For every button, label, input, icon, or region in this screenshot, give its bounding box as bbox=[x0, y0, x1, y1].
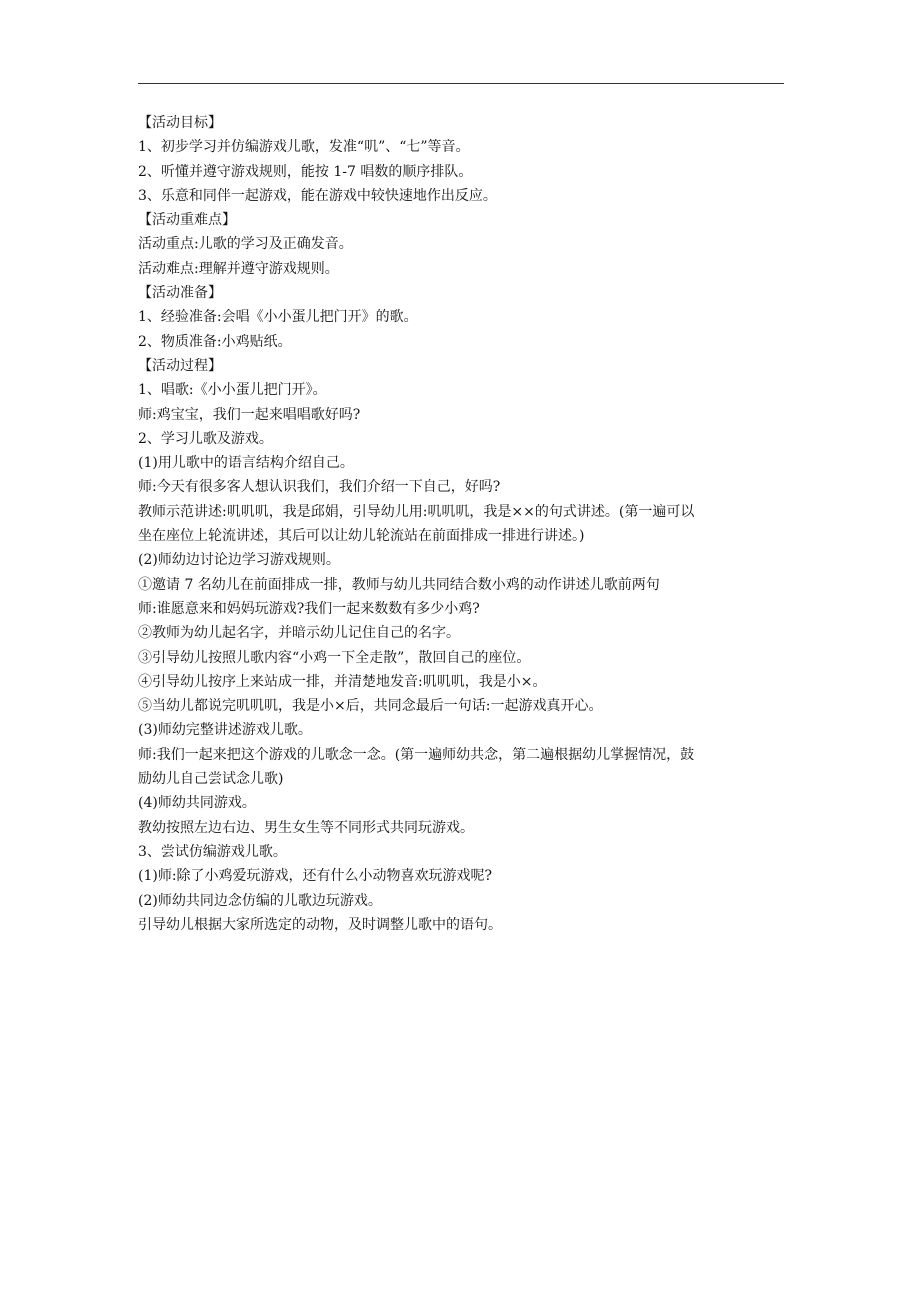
text-line: 【活动过程】 bbox=[138, 357, 222, 374]
document-body bbox=[138, 111, 788, 937]
text-line: (1)用儿歌中的语言结构介绍自己。 bbox=[138, 455, 354, 472]
text-line: 3、乐意和同伴一起游戏，能在游戏中较快速地作出反应。 bbox=[138, 187, 497, 204]
text-line: 【活动准备】 bbox=[138, 285, 222, 302]
text-line: ⑤当幼儿都说完叽叽叽，我是小×后，共同念最后一句话:一起游戏真开心。 bbox=[138, 698, 603, 715]
text-line: 教师示范讲述:叽叽叽，我是邱娟，引导幼儿用:叽叽叽，我是××的句式讲述。(第一遍可以 bbox=[138, 503, 695, 520]
text-line: ④引导幼儿按序上来站成一排，并清楚地发音:叽叽叽，我是小×。 bbox=[138, 673, 547, 690]
text-line: 活动难点:理解并遵守游戏规则。 bbox=[138, 260, 339, 277]
text-line: 【活动目标】 bbox=[138, 115, 222, 131]
text-line: 2、学习儿歌及游戏。 bbox=[138, 430, 273, 447]
text-line: 师:谁愿意来和妈妈玩游戏?我们一起来数数有多少小鸡? bbox=[138, 600, 480, 617]
header-rule bbox=[138, 83, 784, 84]
text-line: (3)师幼完整讲述游戏儿歌。 bbox=[138, 722, 312, 739]
text-line: 2、听懂并遵守游戏规则，能按 1-7 唱数的顺序排队。 bbox=[138, 163, 473, 180]
text-line: (1)师:除了小鸡爱玩游戏，还有什么小动物喜欢玩游戏呢? bbox=[138, 868, 493, 885]
text-line: 2、物质准备:小鸡贴纸。 bbox=[138, 333, 292, 350]
text-line: (2)师幼共同边念仿编的儿歌边玩游戏。 bbox=[138, 892, 382, 909]
text-line: 励幼儿自己尝试念儿歌) bbox=[138, 771, 284, 788]
text-line: (4)师幼共同游戏。 bbox=[138, 795, 256, 812]
text-line: 师:我们一起来把这个游戏的儿歌念一念。(第一遍师幼共念，第二遍根据幼儿掌握情况，鼓 bbox=[138, 746, 695, 763]
text-line: ①邀请 7 名幼儿在前面排成一排，教师与幼儿共同结合数小鸡的动作讲述儿歌前两句 bbox=[138, 576, 660, 593]
text-line: 3、尝试仿编游戏儿歌。 bbox=[138, 843, 287, 860]
text-line: 引导幼儿根据大家所选定的动物，及时调整儿歌中的语句。 bbox=[138, 916, 502, 933]
text-line: ②教师为幼儿起名字，并暗示幼儿记住自己的名字。 bbox=[138, 625, 460, 642]
text-line: 1、唱歌:《小小蛋儿把门开》。 bbox=[138, 382, 327, 399]
text-line: 1、初步学习并仿编游戏儿歌，发准“叽”、“七”等音。 bbox=[138, 139, 470, 156]
text-line: 1、经验准备:会唱《小小蛋儿把门开》的歌。 bbox=[138, 309, 418, 326]
text-line: 师:今天有很多客人想认识我们，我们介绍一下自己，好吗? bbox=[138, 479, 501, 496]
text-line: 教幼按照左边右边、男生女生等不同形式共同玩游戏。 bbox=[138, 819, 474, 836]
text-line: 师:鸡宝宝，我们一起来唱唱歌好吗? bbox=[138, 406, 361, 423]
text-line: 坐在座位上轮流讲述，其后可以让幼儿轮流站在前面排成一排进行讲述。) bbox=[138, 528, 585, 545]
text-line: (2)师幼边讨论边学习游戏规则。 bbox=[138, 552, 340, 569]
text-line: ③引导幼儿按照儿歌内容“小鸡一下全走散”，散回自己的座位。 bbox=[138, 649, 531, 666]
text-line: 【活动重难点】 bbox=[138, 212, 236, 229]
text-line: 活动重点:儿歌的学习及正确发音。 bbox=[138, 236, 353, 253]
